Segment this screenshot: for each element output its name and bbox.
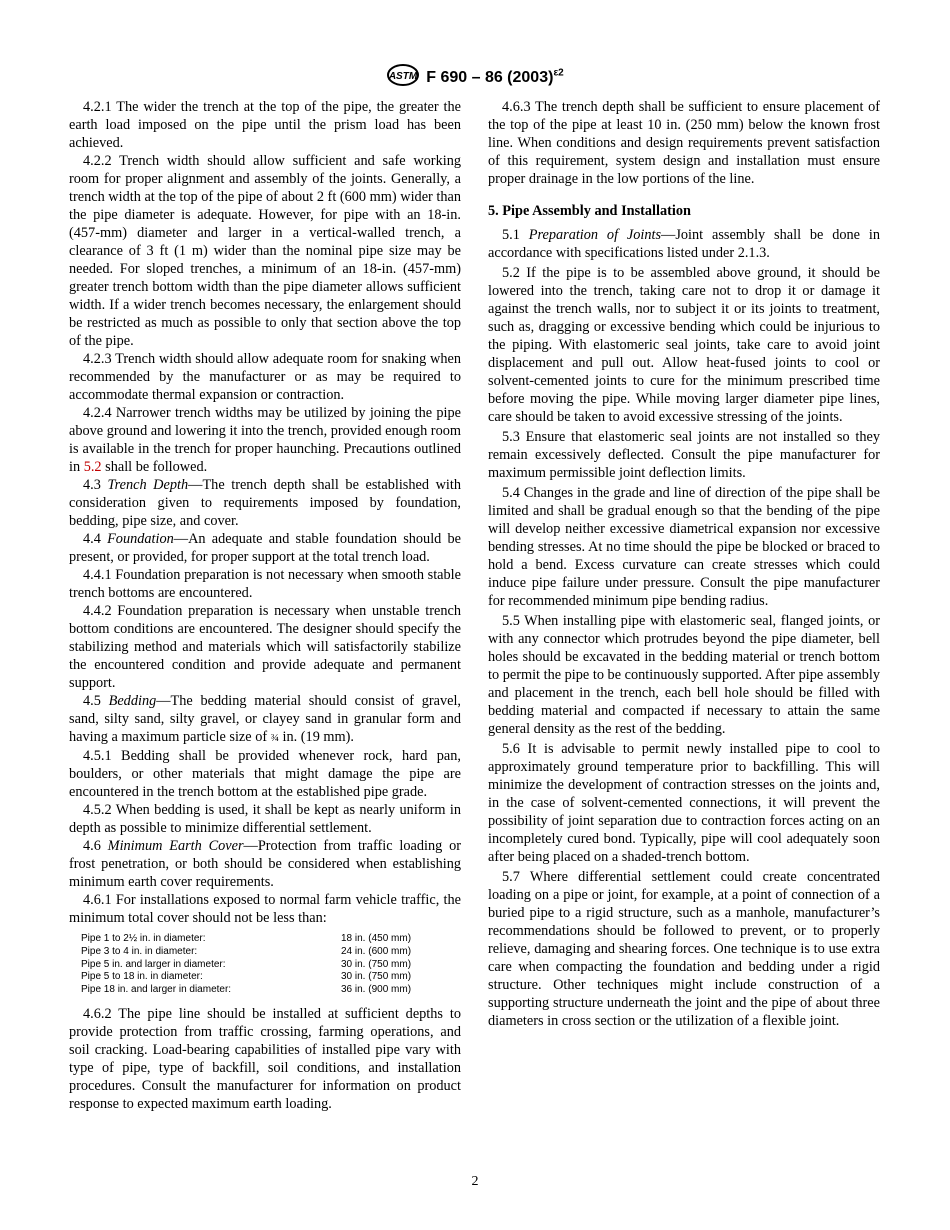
para-4-2-4 [69, 404, 461, 476]
para-4-3-num: 4.3 [83, 477, 108, 493]
para-4-6-3: 4.6.3 The trench depth shall be sufficient to ensure placement of the top of the pipe at least 10 in. (250 mm) below the known frost line. When conditions and design requirements prevent satisfaction of this requirement, system design and installation must ensure proper drainage in the low portions of the line. [488, 99, 880, 187]
table-cell-value: 18 in. (450 mm) [341, 933, 412, 944]
astm-logo-icon [386, 64, 420, 86]
table-row [69, 971, 461, 984]
table-row [69, 984, 461, 997]
table-row [69, 959, 461, 972]
para-5-7: 5.7 Where differential settlement could create concentrated loading on a pipe or joint, for example, at a point of connection of a buried pipe to a rigid structure, such as a manhole, manufacturer’s recommendations should be followed to prevent, or to properly relieve, damaging and shearing forces. One technique is to use extra care when compacting the foundation and bedding under a rigid structure. Other techniques might include construction of a supporting structure underneath the joint and the pipe of about three diameters in cross section or the utilization of a flexible joint. [488, 869, 880, 1029]
table-row [69, 933, 461, 946]
para-4-6-title: Minimum Earth Cover [107, 838, 244, 854]
page-header [0, 64, 950, 87]
para-4-4-title: Foundation [107, 531, 174, 547]
left-column [69, 98, 461, 1113]
para-5-1-num: 5.1 [502, 227, 529, 243]
para-5-5: 5.5 When installing pipe with elastomeric seal, flanged joints, or with any connector which protrudes beyond the pipe diameter, bell holes should be excavated in the bedding material or trench bottom to permit the pipe to be continuously supported. After pipe assembly and placement in the trench, each bell hole should be filled with bedding material and compacted if necessary to attain the same general density as the rest of the bedding. [488, 613, 880, 737]
para-4-6-1: 4.6.1 For installations exposed to normal farm vehicle traffic, the minimum total cover should not be less than: [69, 892, 461, 926]
designation-superscript: ε2 [553, 67, 564, 79]
para-4-4-text: —An adequate and stable foundation should be present, or provided, for proper support at the total trench load. [69, 531, 461, 565]
table-cell-value: 24 in. (600 mm) [341, 945, 412, 957]
para-4-5-2: 4.5.2 When bedding is used, it shall be kept as nearly uniform in depth as possible to minimize differential settlement. [69, 802, 461, 836]
table-cell-label: Pipe 18 in. and larger in diameter: [81, 984, 232, 996]
para-4-4-1: 4.4.1 Foundation preparation is not necessary when smooth stable trench bottoms are encountered. [69, 567, 461, 601]
para-5-1-title: Preparation of Joints [528, 227, 662, 243]
standard-designation: F 690 – 86 (2003) [426, 69, 554, 86]
right-column [488, 98, 880, 1030]
para-4-6-text: —Protection from traffic loading or frost penetration, or both should be considered when establishing minimum earth cover requirements. [69, 838, 461, 890]
para-4-3-text: —The trench depth shall be established with consideration given to requirements imposed by foundation, bedding, pipe size, and cover. [69, 477, 461, 529]
table-cell-label: Pipe 3 to 4 in. in diameter: [81, 945, 198, 957]
table-cell-value: 30 in. (750 mm) [341, 971, 412, 983]
para-4-6-num: 4.6 [83, 838, 108, 854]
para-4-5-text: —The bedding material should consist of gravel, sand, silty sand, silty gravel, or clayey sand in granular form and having a maximum particle size of [69, 693, 461, 745]
para-4-5-num: 4.5 [83, 693, 109, 709]
para-4-5 [69, 692, 461, 747]
para-4-2-4-text: 4.2.4 Narrower trench widths may be utilized by joining the pipe above ground and lowering it into the trench, provided enough room is available in the trench for proper haunching. Precautions outlined in [69, 405, 461, 475]
minimum-cover-table [69, 933, 461, 997]
section-heading-5: 5. Pipe Assembly and Installation [488, 203, 691, 219]
para-5-2: 5.2 If the pipe is to be assembled above ground, it should be lowered into the trench, taking care not to drop it or damage it against the trench walls, nor to subject it or its joints to treatment, such as, dragging or excessive bending which could be injurious to the piping. With elastomeric seal joints, take care to avoid joint displacement and pull out. Allow heat-fused joints to cool or solvent-cemented joints to cure for the minimum prescribed time before moving the pipe. While moving larger diameter pipe lines, care should be taken to avoid excessive stressing of the joints. [488, 265, 880, 425]
para-4-5-fraction: ¾ [270, 732, 279, 744]
para-5-1-text: —Joint assembly shall be done in accordance with specifications listed under 2.1.3. [488, 227, 880, 261]
page-number: 2 [471, 1174, 479, 1189]
para-4-5-title: Bedding [108, 693, 157, 709]
para-4-6 [69, 837, 461, 891]
table-cell-label: Pipe 5 in. and larger in diameter: [81, 958, 226, 970]
para-5-4: 5.4 Changes in the grade and line of direction of the pipe shall be limited and shall be gradual enough so that the bending of the pipe will develop neither excessive diametrical expansion nor excessive bending stresses. At no time should the pipe be blocked or braced to hold a bend. Excess curvature can create stresses which could induce pipe failure under pressure. Consult the pipe manufacturer for recommended minimum pipe bending radius. [488, 485, 880, 609]
para-4-5-1: 4.5.1 Bedding shall be provided whenever rock, hard pan, boulders, or other materials that might damage the pipe are encountered in the trench bottom at the established pipe grade. [69, 748, 461, 800]
table-cell-value: 36 in. (900 mm) [341, 984, 412, 996]
table-cell-label: Pipe 1 to 2½ in. in diameter: [81, 933, 206, 944]
para-5-6: 5.6 It is advisable to permit newly installed pipe to cool to approximately ground temperature prior to backfilling. This will minimize the development of contraction stresses on the joints and, in the case of solvent-cemented connections, it will prevent the possibility of joint separation due to contraction forces acting on an incompletely cured bond. Typically, pipe will cool adequately soon after being placed on a shaded-trench bottom. [488, 741, 880, 865]
para-4-2-3: 4.2.3 Trench width should allow adequate room for snaking when recommended by the manufacturer or as may be required to accommodate thermal expansion or contraction. [69, 351, 461, 403]
para-4-2-1: 4.2.1 The wider the trench at the top of the pipe, the greater the earth load imposed on the pipe until the prism load has been achieved. [69, 99, 461, 151]
para-4-5-end: in. (19 mm). [278, 729, 354, 745]
para-5-3: 5.3 Ensure that elastomeric seal joints are not installed so they remain excessively deflected. Consult the pipe manufacturer for maximum permissible joint deflection limits. [488, 429, 880, 481]
para-4-4-2: 4.4.2 Foundation preparation is necessary when unstable trench bottom conditions are encountered. The designer should specify the stabilizing method and materials which will satisfactorily stabilize the encountered condition and provide adequate and permanent support. [69, 603, 461, 691]
section-5-2-link[interactable]: 5.2 [83, 459, 102, 475]
svg-text:ASTM: ASTM [389, 71, 418, 82]
para-4-2-4-end: shall be followed. [101, 459, 208, 475]
para-4-3 [69, 476, 461, 530]
para-5-1 [488, 226, 880, 262]
para-4-3-title: Trench Depth [107, 477, 189, 493]
para-4-4 [69, 530, 461, 566]
para-4-2-2: 4.2.2 Trench width should allow sufficient and safe working room for proper alignment and assembly of the joints. Generally, a trench width at the top of the pipe of about 2 ft (600 mm) wider than the pipe diameter is adequate. However, for pipe with an 18-in. (457-mm) diameter and larger in a vertical-walled trench, a clearance of 3 ft (1 m) wider than the nominal pipe size may be needed. For sloped trenches, a minimum of an 18-in. (457-mm) greater trench bottom width than the pipe diameter allows sufficient width. If a wider trench becomes necessary, the enlargement should be restricted as much as possible to only that section above the top of the pipe. [69, 153, 461, 349]
table-cell-label: Pipe 5 to 18 in. in diameter: [81, 971, 203, 983]
table-cell-value: 30 in. (750 mm) [341, 958, 412, 970]
para-4-6-2: 4.6.2 The pipe line should be installed at sufficient depths to provide protection from traffic crossing, farming operations, and soil cracking. Load-bearing capabilities of installed pipe vary with type of pipe, type of backfill, soil conditions, and installation procedures. Consult the manufacturer for information on product response to expected maximum earth loading. [69, 1005, 461, 1112]
table-row [69, 946, 461, 959]
para-4-4-num: 4.4 [83, 531, 108, 547]
